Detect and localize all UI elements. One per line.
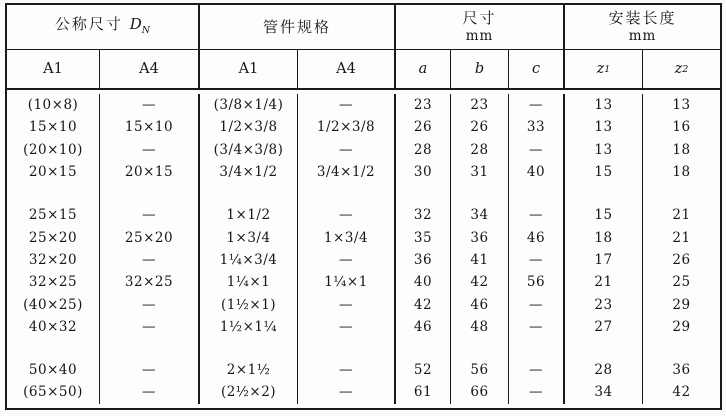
nominal-size-variable: $D_N$ xyxy=(129,14,151,36)
table-cell: 3/4×1/2 xyxy=(298,161,396,183)
table-row xyxy=(7,271,720,293)
table-cell: — xyxy=(298,293,396,315)
table-cell: — xyxy=(298,359,396,381)
table-cell: 26 xyxy=(672,251,691,268)
table-cell xyxy=(509,338,565,359)
column-header-a1-spec: A1 xyxy=(200,50,298,88)
table-cell: (10×8) xyxy=(7,94,100,116)
table-cell: 42 xyxy=(396,293,451,315)
column-header-c: c xyxy=(509,50,565,88)
table-gap-row xyxy=(7,183,720,204)
column-header-z1: z 1 xyxy=(565,50,643,88)
table-cell: 61 xyxy=(396,381,451,403)
table-cell xyxy=(7,338,100,359)
table-cell: (1½×1) xyxy=(200,293,298,315)
table-cell xyxy=(643,183,720,204)
column-header-row xyxy=(7,50,720,90)
table-cell: 32 xyxy=(396,204,451,226)
table-cell xyxy=(100,338,200,359)
header-group-row xyxy=(7,5,720,50)
table-cell: 13 xyxy=(565,139,643,161)
table-cell: — xyxy=(298,94,396,116)
table-row xyxy=(7,249,720,271)
table-cell: 20×15 xyxy=(100,161,200,183)
table-cell: 1×3/4 xyxy=(298,226,396,248)
table-cell: 21 xyxy=(565,271,643,293)
header-group-fitting-spec xyxy=(200,5,396,49)
table-cell: 13 xyxy=(565,116,643,138)
table-cell: 23 xyxy=(565,293,643,315)
table-cell xyxy=(200,183,298,204)
header-group-nominal-size xyxy=(7,5,200,49)
table-body xyxy=(7,90,720,408)
table-cell: — xyxy=(100,293,200,315)
table-cell xyxy=(396,183,451,204)
table-cell: (3/8×1/4) xyxy=(200,94,298,116)
header-group-install-length-label: 安装长度 xyxy=(608,9,677,27)
table-cell: 18 xyxy=(672,141,691,158)
table-cell xyxy=(396,338,451,359)
table-cell: — xyxy=(100,359,200,381)
table-cell: 3/4×1/2 xyxy=(200,161,298,183)
table-cell: 32×25 xyxy=(100,271,200,293)
table-cell: — xyxy=(509,249,565,271)
column-header-a4-nominal: A4 xyxy=(100,50,200,88)
table-cell: 21 xyxy=(672,229,691,246)
table-cell: 2×1½ xyxy=(200,359,298,381)
table-cell: — xyxy=(509,359,565,381)
table-cell: 52 xyxy=(396,359,451,381)
table-row xyxy=(7,359,720,381)
table-cell: — xyxy=(100,204,200,226)
table-cell: 50×40 xyxy=(7,359,100,381)
table-cell: 40 xyxy=(509,161,565,183)
table-cell: 1×1/2 xyxy=(200,204,298,226)
column-header-a4-spec: A4 xyxy=(298,50,396,88)
table-cell: 13 xyxy=(565,94,643,116)
table-cell: (65×50) xyxy=(7,381,100,403)
table-cell: (3/4×3/8) xyxy=(200,139,298,161)
table-cell: — xyxy=(100,249,200,271)
table-cell: 26 xyxy=(396,116,451,138)
table-cell: 28 xyxy=(565,359,643,381)
table-cell: 32×25 xyxy=(7,271,100,293)
table-cell: 1/2×3/8 xyxy=(200,116,298,138)
table-row xyxy=(7,381,720,403)
table-cell: — xyxy=(100,139,200,161)
table-cell: 29 xyxy=(672,318,691,335)
table-row xyxy=(7,204,720,226)
table-cell xyxy=(7,183,100,204)
table-cell: 25×20 xyxy=(100,226,200,248)
table-cell: — xyxy=(509,204,565,226)
table-cell: 27 xyxy=(565,316,643,338)
table-row xyxy=(7,293,720,315)
table-cell: 16 xyxy=(672,119,691,136)
table-cell: 36 xyxy=(672,362,691,379)
table-cell: 46 xyxy=(396,316,451,338)
table-cell: 15×10 xyxy=(100,116,200,138)
table-cell: 48 xyxy=(451,316,509,338)
header-group-dimensions xyxy=(396,5,565,49)
table-cell: 21 xyxy=(672,207,691,224)
install-length-unit-label: mm xyxy=(628,28,657,44)
table-cell: 56 xyxy=(509,271,565,293)
table-cell: 36 xyxy=(396,249,451,271)
table-cell: 28 xyxy=(451,139,509,161)
column-header-b: b xyxy=(451,50,509,88)
table-cell: — xyxy=(509,316,565,338)
table-cell: 1/2×3/8 xyxy=(298,116,396,138)
dimensions-unit-label: mm xyxy=(465,28,494,44)
table-cell: — xyxy=(298,381,396,403)
table-cell: — xyxy=(100,94,200,116)
table-cell: 35 xyxy=(396,226,451,248)
table-cell: 1¼×1 xyxy=(200,271,298,293)
table-cell: 42 xyxy=(451,271,509,293)
table-cell xyxy=(565,183,643,204)
column-header-a1-nominal: A1 xyxy=(7,50,100,88)
table-cell: 56 xyxy=(451,359,509,381)
table-cell: 28 xyxy=(396,139,451,161)
table-cell: 25×15 xyxy=(7,204,100,226)
table-cell: 25 xyxy=(672,274,691,291)
table-row xyxy=(7,226,720,248)
table-cell: 17 xyxy=(565,249,643,271)
table-cell: 29 xyxy=(672,296,691,313)
table-cell xyxy=(200,338,298,359)
table-cell: 18 xyxy=(565,226,643,248)
table-cell: 42 xyxy=(672,384,691,401)
header-group-fitting-spec-label: 管件规格 xyxy=(262,18,331,36)
data-table xyxy=(5,3,722,410)
table-cell: 13 xyxy=(672,97,691,114)
table-cell: — xyxy=(509,139,565,161)
column-header-a: a xyxy=(396,50,451,88)
table-cell: — xyxy=(298,249,396,271)
table-cell xyxy=(451,183,509,204)
table-row xyxy=(7,316,720,338)
table-cell: (2½×2) xyxy=(200,381,298,403)
table-cell: 40×32 xyxy=(7,316,100,338)
table-row xyxy=(7,161,720,183)
header-group-dimensions-label: 尺寸 xyxy=(462,9,497,27)
table-row xyxy=(7,139,720,161)
table-cell: 40 xyxy=(396,271,451,293)
table-cell: — xyxy=(298,316,396,338)
table-cell: 33 xyxy=(509,116,565,138)
table-cell: 15×10 xyxy=(7,116,100,138)
table-cell: 31 xyxy=(451,161,509,183)
table-cell: — xyxy=(509,293,565,315)
table-cell: 26 xyxy=(451,116,509,138)
table-cell: 25×20 xyxy=(7,226,100,248)
table-cell xyxy=(100,183,200,204)
table-cell: 34 xyxy=(565,381,643,403)
table-cell xyxy=(565,338,643,359)
header-group-nominal-size-label: 公称尺寸 xyxy=(54,14,123,33)
table-cell: — xyxy=(298,204,396,226)
table-cell: 32×20 xyxy=(7,249,100,271)
table-cell: 1¼×3/4 xyxy=(200,249,298,271)
table-cell: 20×15 xyxy=(7,161,100,183)
table-cell: 18 xyxy=(672,164,691,181)
table-cell: 66 xyxy=(451,381,509,403)
table-cell: — xyxy=(509,94,565,116)
table-cell: 1¼×1 xyxy=(298,271,396,293)
table-cell: 23 xyxy=(451,94,509,116)
table-cell xyxy=(298,183,396,204)
table-cell xyxy=(451,338,509,359)
table-cell: 41 xyxy=(451,249,509,271)
table-cell: 34 xyxy=(451,204,509,226)
table-cell: — xyxy=(100,381,200,403)
table-cell: 15 xyxy=(565,204,643,226)
table-row xyxy=(7,94,720,116)
table-cell: (40×25) xyxy=(7,293,100,315)
header-group-install-length xyxy=(565,5,720,49)
table-cell: 36 xyxy=(451,226,509,248)
table-cell: 46 xyxy=(451,293,509,315)
table-cell: 1½×1¼ xyxy=(200,316,298,338)
table-cell: (20×10) xyxy=(7,139,100,161)
table-cell: 1×3/4 xyxy=(200,226,298,248)
table-cell: 46 xyxy=(509,226,565,248)
table-cell: 30 xyxy=(396,161,451,183)
table-cell xyxy=(509,183,565,204)
table-cell: 23 xyxy=(396,94,451,116)
table-cell: — xyxy=(100,316,200,338)
table-cell: — xyxy=(509,381,565,403)
table-cell xyxy=(298,338,396,359)
table-cell: — xyxy=(298,139,396,161)
table-row xyxy=(7,116,720,138)
table-cell xyxy=(643,338,720,359)
column-header-z2: z 2 xyxy=(674,61,689,77)
table-cell: 15 xyxy=(565,161,643,183)
table-gap-row xyxy=(7,338,720,359)
